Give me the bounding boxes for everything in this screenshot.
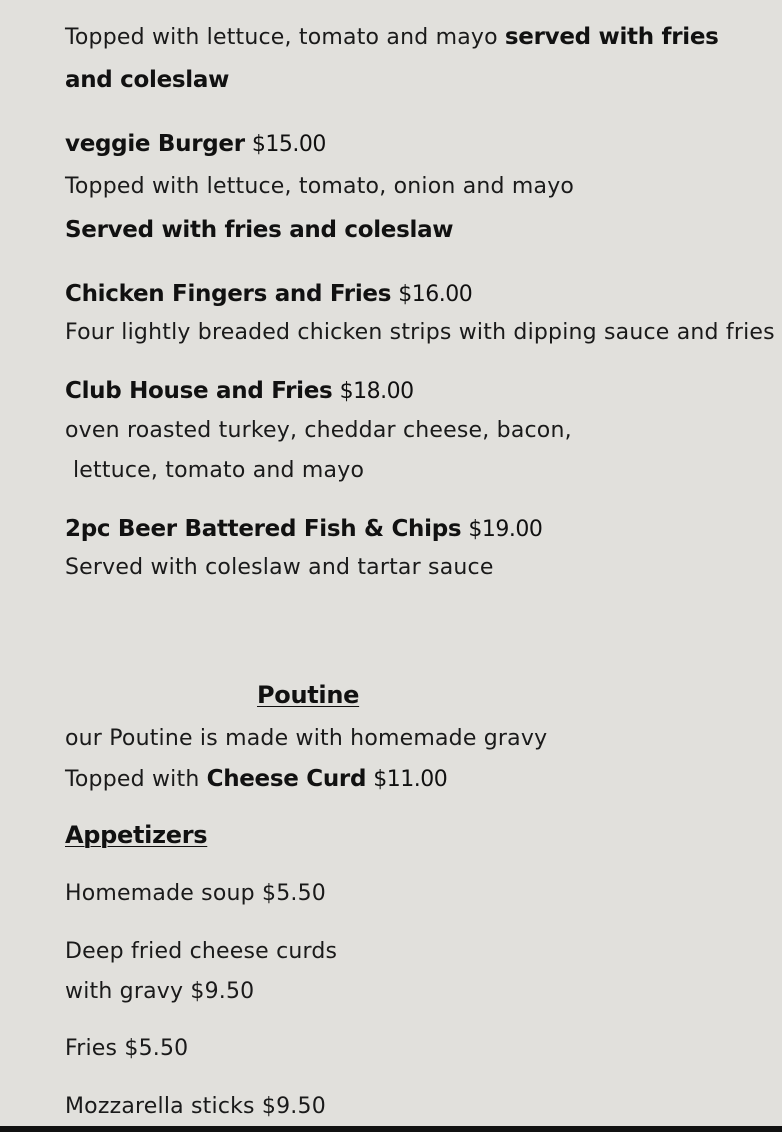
- appetizer-fries: Fries $5.50: [65, 1036, 189, 1061]
- appetizer-homemade-soup: Homemade soup $5.50: [65, 881, 326, 906]
- appetizers-heading: Appetizers: [65, 821, 208, 849]
- burger-description: [65, 21, 719, 53]
- chicken-fingers-name: Chicken Fingers and Fries: [65, 281, 392, 307]
- veggie-burger-name: veggie Burger: [65, 131, 245, 157]
- club-house-name: Club House and Fries: [65, 378, 333, 404]
- club-house-description-1: oven roasted turkey, cheddar cheese, bacon,: [65, 418, 572, 443]
- veggie-burger-sides: Served with fries and coleslaw: [65, 217, 454, 243]
- veggie-burger-description: Topped with lettuce, tomato, onion and mayo: [65, 174, 575, 199]
- fish-chips-description: Served with coleslaw and tartar sauce: [65, 555, 494, 580]
- club-house-description-2: lettuce, tomato and mayo: [73, 458, 365, 483]
- burger-toppings: Topped with lettuce, tomato and mayo: [65, 25, 498, 50]
- poutine-topping: [65, 763, 447, 795]
- poutine-heading: Poutine: [257, 681, 360, 709]
- veggie-burger-price: $15.00: [251, 132, 326, 157]
- poutine-cheese-curd: Cheese Curd: [206, 766, 367, 792]
- chicken-fingers-price: $16.00: [398, 282, 473, 307]
- club-house-title: [65, 375, 414, 407]
- appetizer-mozzarella-sticks: Mozzarella sticks $9.50: [65, 1094, 326, 1119]
- appetizer-cheese-curds: Deep fried cheese curds: [65, 939, 338, 964]
- bottom-border: [0, 1126, 782, 1132]
- poutine-description: our Poutine is made with homemade gravy: [65, 726, 548, 751]
- fish-chips-name: 2pc Beer Battered Fish & Chips: [65, 516, 462, 542]
- burger-sides: served with fries: [504, 24, 719, 50]
- club-house-price: $18.00: [339, 379, 414, 404]
- poutine-price: $11.00: [373, 767, 448, 792]
- veggie-burger-title: [65, 128, 326, 160]
- fish-chips-price: $19.00: [468, 517, 543, 542]
- burger-sides-2: and coleslaw: [65, 67, 230, 93]
- chicken-fingers-title: [65, 278, 472, 310]
- chicken-fingers-description: Four lightly breaded chicken strips with dipping sauce and fries: [65, 320, 775, 345]
- fish-chips-title: [65, 513, 542, 545]
- burger-sides-continued: [65, 64, 229, 95]
- poutine-topped-with: Topped with: [65, 767, 200, 792]
- appetizer-cheese-curds-gravy: with gravy $9.50: [65, 979, 255, 1004]
